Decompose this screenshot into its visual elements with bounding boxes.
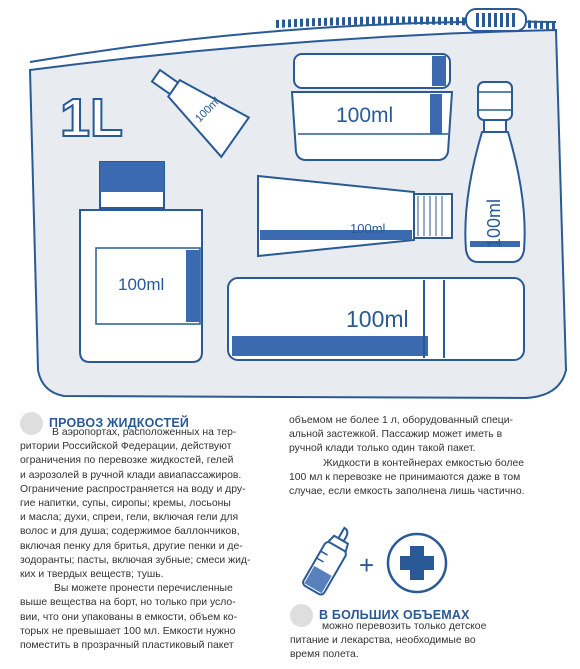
plus-sign: +	[359, 550, 375, 580]
liquids-line-6: и масла; духи, спреи, гели, включая гели для	[20, 512, 239, 524]
larger-line-0: можно перевозить только детское	[322, 621, 487, 632]
jar-label: 100ml	[336, 104, 394, 127]
larger-line-1: питание и лекарства, необходимые во	[290, 635, 476, 647]
liquids-line-9: зодоранты; пасты, включая зубные; смеси жид-	[20, 554, 251, 566]
larger-heading: В БОЛЬШИХ ОБЪЕМАХ	[319, 608, 470, 623]
liquids-heading: ПРОВОЗ ЖИДКОСТЕЙ	[49, 416, 190, 431]
medical-cross-icon	[388, 534, 446, 592]
liquids-right-line-1: альной застежкой. Пассажир может иметь в	[289, 429, 503, 441]
liquids-line-7: волос и для душа; содержимое баллончиков,	[20, 526, 240, 538]
small-tube-label: 100ml	[193, 95, 223, 125]
liquids-column-right	[289, 414, 564, 499]
liquids-line-15: поместить в прозрачный пластиковый пакет	[20, 640, 234, 652]
baby-bottle-icon	[302, 523, 358, 596]
liquids-line-8: включая пенку для бритья, другие пенки и де-	[20, 540, 243, 552]
cylinder-container	[228, 278, 524, 360]
bag-size-label: 1L	[60, 88, 124, 148]
liquids-right-line-2: ручной клади только один такой пакет.	[289, 443, 476, 455]
larger-line-2: время полета.	[290, 649, 359, 661]
liquids-line-5: гие напитки, супы, сиропы; кремы, лосьоны	[20, 498, 231, 510]
square-bottle-label: 100ml	[118, 275, 165, 294]
tube-label: 100ml	[350, 221, 386, 236]
liquids-line-11: Вы можете пронести перечисленные	[54, 583, 233, 595]
liquids-line-14: торых не превышает 100 мл. Емкости нужно	[20, 625, 236, 637]
liquids-line-3: и аэрозолей в ручной клади авиапассажиров.	[20, 469, 242, 481]
cream-jar	[292, 54, 452, 160]
liquids-column-left	[20, 412, 282, 653]
liquids-line-12: выше вещества на борт, но только при усло-	[20, 597, 236, 609]
liquids-line-4: Ограничение распространяется на воду и дру-	[20, 483, 246, 495]
liquids-line-10: ких и твердых веществ; тушь.	[20, 569, 164, 581]
liquids-right-line-4: 100 мл к перевозке не принимаются даже в том	[289, 471, 521, 483]
bottle-label: 100ml	[484, 198, 504, 248]
larger-volumes-section	[290, 604, 560, 663]
liquids-right-line-3: Жидкости в контейнерах емкостью более	[323, 457, 525, 469]
liquids-line-1: ритории Российской Федерации, действуют	[20, 441, 232, 453]
baby-food-medicine-illustration	[289, 520, 579, 600]
liquids-right-line-5: случае, если емкость заполнена лишь частично.	[289, 486, 525, 498]
liquids-line-13: вии, что они упакованы в емкости, объем ко-	[20, 611, 238, 623]
liquids-line-2: ограничения по перевозке жидкостей, гелей	[20, 455, 234, 467]
liquids-right-line-0: объемом не более 1 л, оборудованный специ-	[289, 415, 514, 426]
cylinder-label: 100ml	[346, 306, 409, 332]
liquids-line-0: В аэропортах, расположенных на тер-	[52, 427, 237, 438]
